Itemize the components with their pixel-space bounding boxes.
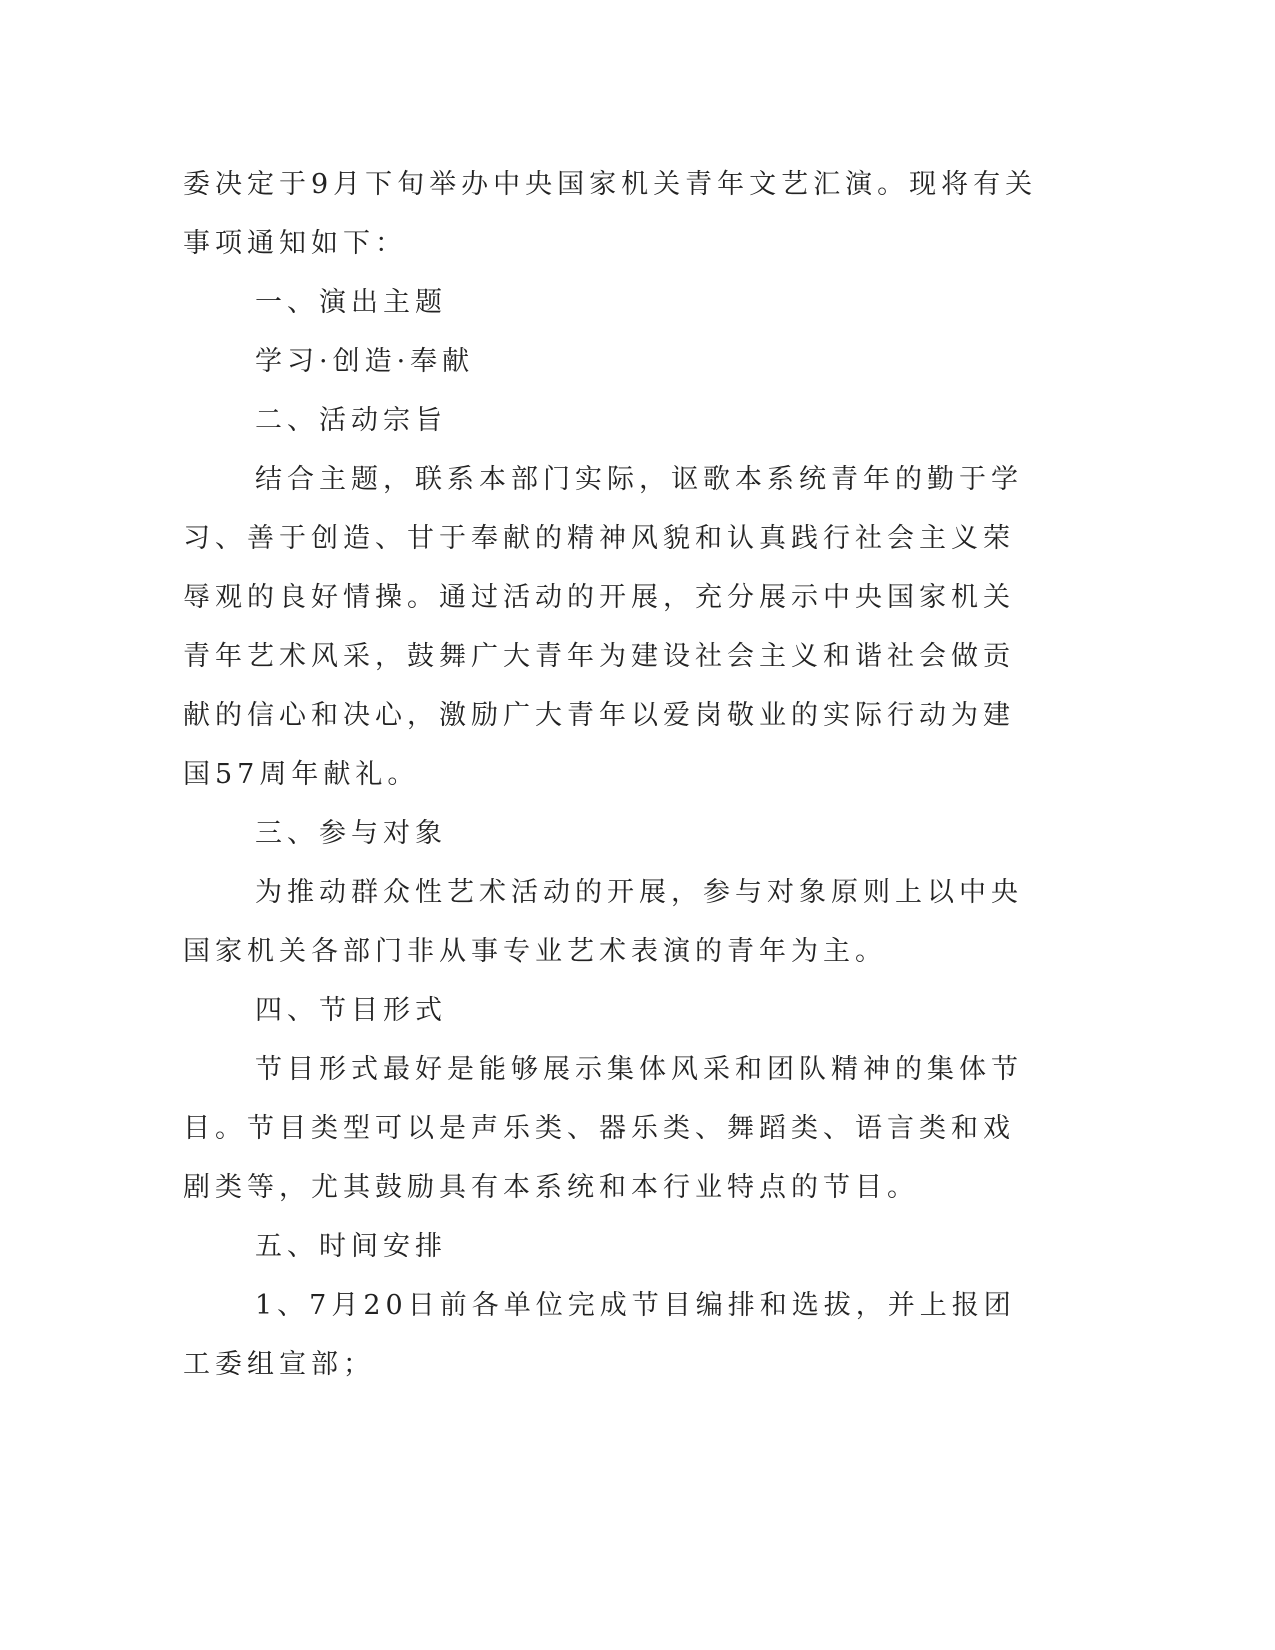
schedule-item-1: 1、7月20日前各单位完成节目编排和选拔，并上报团工委组宣部； xyxy=(183,1290,1016,1380)
document-body xyxy=(183,155,1043,1394)
paragraph-intro-continued: 委决定于9月下旬举办中央国家机关青年文艺汇演。现将有关事项通知如下： xyxy=(183,169,1038,259)
theme-text: 学习·创造·奉献 xyxy=(255,346,475,377)
heading-schedule: 五、时间安排 xyxy=(255,1231,447,1262)
heading-program-format: 四、节目形式 xyxy=(255,995,447,1026)
paragraph-program-format: 节目形式最好是能够展示集体风采和团队精神的集体节目。节目类型可以是声乐类、器乐类、舞蹈类、语言类和戏剧类等，尤其鼓励具有本系统和本行业特点的节目。 xyxy=(183,1054,1023,1203)
paragraph-activity-purpose: 结合主题，联系本部门实际，讴歌本系统青年的勤于学习、善于创造、甘于奉献的精神风貌和认真践行社会主义荣辱观的良好情操。通过活动的开展，充分展示中央国家机关青年艺术风采，鼓舞广大青年为建设社会主义和谐社会做贡献的信心和决心，激励广大青年以爱岗敬业的实际行动为建国57周年献礼。 xyxy=(183,464,1023,790)
heading-participants: 三、参与对象 xyxy=(255,818,447,849)
heading-activity-purpose: 二、活动宗旨 xyxy=(255,405,447,436)
heading-performance-theme: 一、演出主题 xyxy=(255,287,447,318)
paragraph-participants: 为推动群众性艺术活动的开展，参与对象原则上以中央国家机关各部门非从事专业艺术表演的青年为主。 xyxy=(183,877,1023,967)
